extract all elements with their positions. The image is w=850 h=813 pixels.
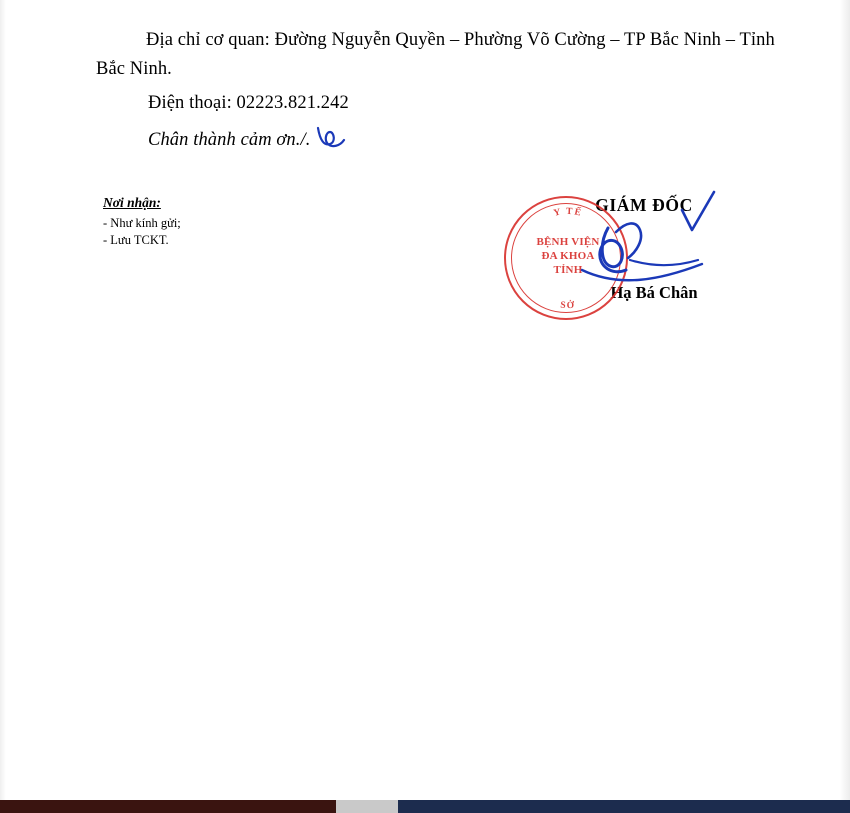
official-seal-stamp [504, 196, 628, 320]
recipients-item: - Lưu TCKT. [103, 232, 169, 247]
seal-line-1: BỆNH VIỆN [536, 236, 600, 248]
signature-name: Hạ Bá Chân [610, 283, 698, 302]
taskbar[interactable] [0, 800, 850, 813]
recipients-item: - Như kính gửi; [103, 216, 181, 230]
recipients-title: Nơi nhận: [103, 195, 161, 210]
address-paragraph: Địa chỉ cơ quan: Đường Nguyễn Quyền – Phường Võ Cường – TP Bắc Ninh – Tỉnh Bắc Ninh. [96, 30, 775, 79]
taskbar-segment-window-1[interactable] [0, 800, 336, 813]
scan-edge-right [840, 0, 850, 800]
seal-line-3: TỈNH [553, 263, 583, 276]
seal-bottom-arc-text: SỞ [559, 300, 577, 312]
recipients-block [103, 195, 333, 249]
ink-underline-second [630, 260, 698, 265]
closing-paragraph: Chân thành cảm ơn./. [148, 130, 311, 150]
scan-edge-left [0, 0, 6, 800]
seal-top-arc-text: Y TẾ [552, 206, 584, 219]
taskbar-segment-desktop[interactable] [398, 800, 850, 813]
seal-line-2: ĐA KHOA [541, 249, 595, 262]
phone-paragraph: Điện thoại: 02223.821.242 [148, 93, 349, 113]
seal-center-text [506, 236, 630, 277]
taskbar-segment-window-2[interactable] [336, 800, 398, 813]
signature-title: GIÁM ĐỐC [595, 195, 693, 215]
